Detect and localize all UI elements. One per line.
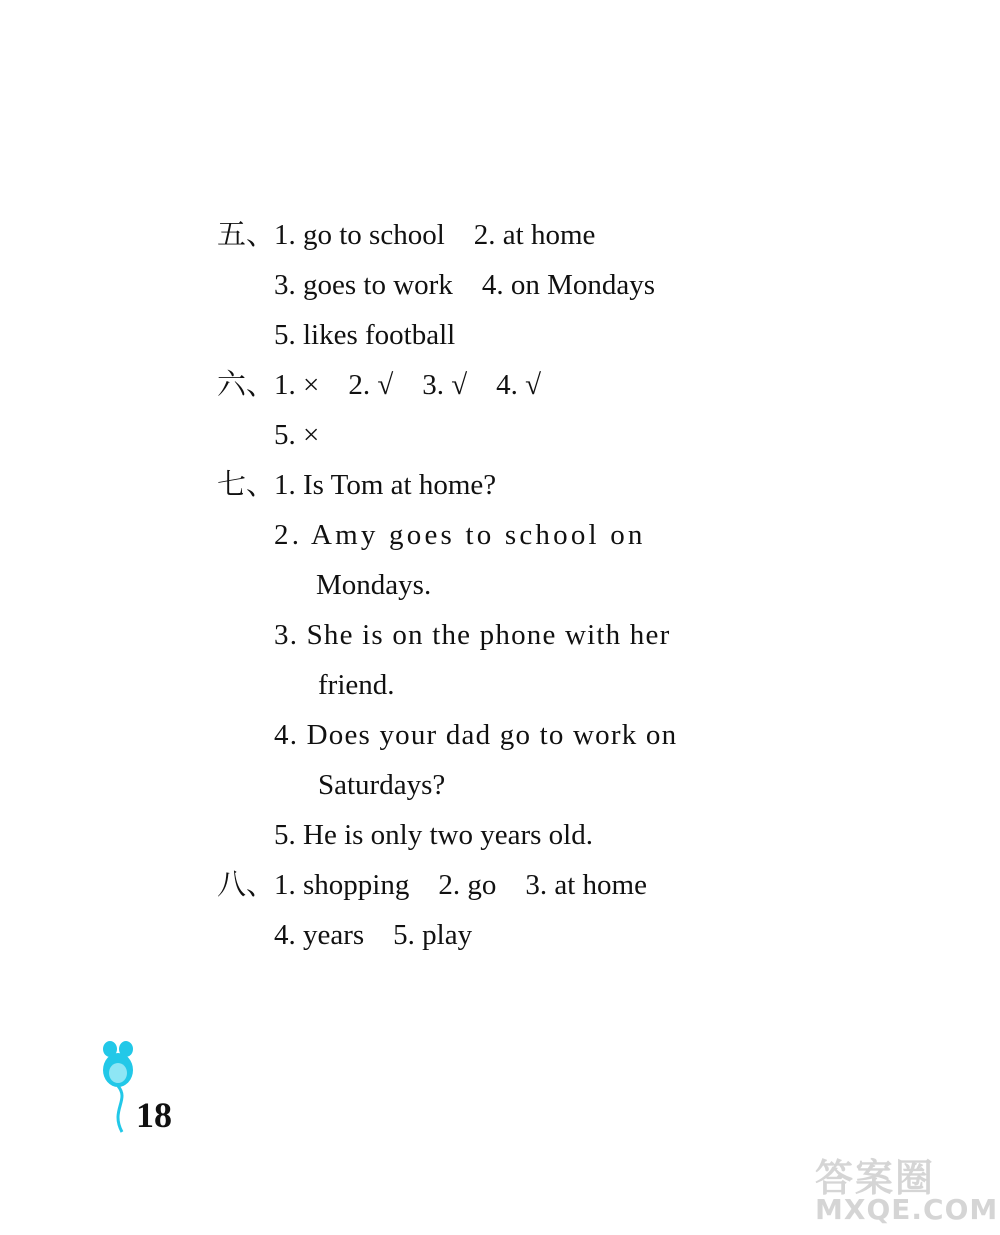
section-8-label: 八、: [217, 869, 276, 901]
answer-line: 1. shopping 2. go 3. at home: [274, 869, 647, 901]
answer-line: 1. Is Tom at home?: [274, 469, 497, 501]
section-6-label: 六、: [217, 369, 276, 401]
watermark-top-text: 答案圈: [815, 1156, 936, 1200]
answer-line: 1. × 2. √ 3. √ 4. √: [274, 369, 542, 401]
answer-line: 5. ×: [274, 419, 320, 451]
answer-line: 3. She is on the phone with her: [274, 619, 671, 651]
section-7-label: 七、: [217, 469, 276, 501]
answer-line-continued: friend.: [318, 669, 395, 701]
answer-line: 2. Amy goes to school on: [274, 519, 646, 551]
section-5-label: 五、: [217, 219, 276, 251]
answer-line: 3. goes to work 4. on Mondays: [274, 269, 656, 301]
answer-line: 5. likes football: [274, 319, 456, 351]
answer-line: 4. years 5. play: [274, 919, 473, 951]
page-number: 18: [136, 1095, 172, 1135]
watermark-bottom-text: MXQE.COM: [815, 1193, 999, 1226]
answer-line: 5. He is only two years old.: [274, 819, 593, 851]
answer-line-continued: Mondays.: [316, 569, 432, 601]
answer-line-continued: Saturdays?: [318, 769, 446, 801]
mouse-mascot-icon: [100, 1040, 140, 1135]
answer-line: 4. Does your dad go to work on: [274, 719, 678, 751]
answer-line: 1. go to school 2. at home: [274, 219, 596, 251]
watermark-logo: [815, 1147, 999, 1227]
